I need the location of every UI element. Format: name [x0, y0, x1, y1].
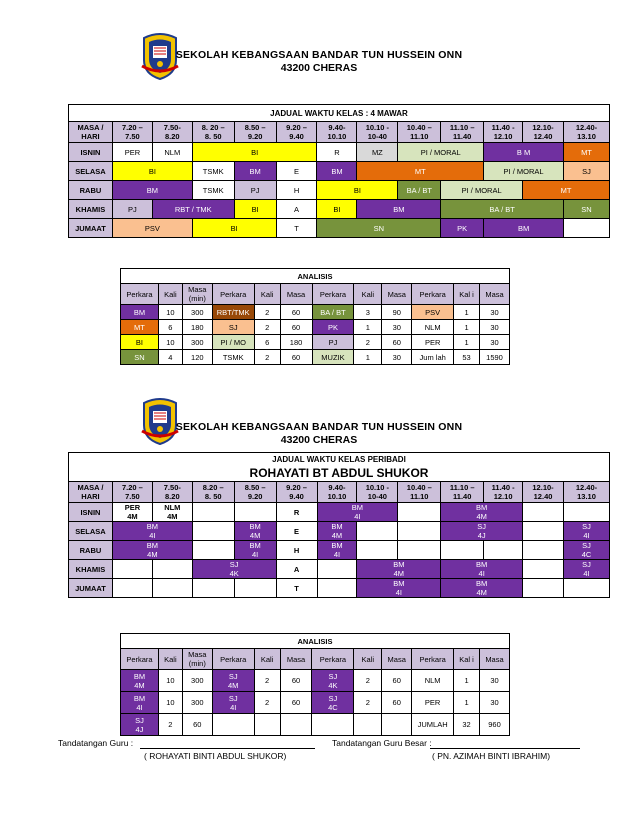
- subject-cell: PJ: [312, 335, 354, 350]
- day-label: ISNIN: [69, 143, 113, 162]
- subject-cell: PSV: [412, 305, 454, 320]
- analysis-header: Kali: [254, 284, 280, 305]
- col-header: 12.10- 12.40: [523, 482, 564, 503]
- teacher-signature-label: Tandatangan Guru :: [58, 738, 134, 748]
- count-cell: 6: [254, 335, 280, 350]
- slot: BI: [192, 219, 276, 238]
- analysis-header: Perkara: [121, 649, 159, 670]
- subject-cell: SJ 4J: [121, 714, 159, 736]
- analysis-header: Kali: [158, 649, 182, 670]
- count-cell: 2: [158, 714, 182, 736]
- count-cell: 2: [254, 320, 280, 335]
- count-cell: 2: [254, 350, 280, 365]
- slot-empty: [192, 579, 234, 598]
- slot-empty: [398, 522, 441, 541]
- col-header: 12.40- 13.10: [563, 122, 609, 143]
- subject-cell: MT: [121, 320, 159, 335]
- count-cell: 2: [254, 305, 280, 320]
- minutes-cell: 60: [182, 714, 212, 736]
- slot: T: [276, 219, 317, 238]
- subject-cell: BM 4M: [121, 670, 159, 692]
- teacher-signature-line: [140, 748, 315, 749]
- analysis-header: Kali: [254, 649, 280, 670]
- minutes-cell: 30: [382, 350, 412, 365]
- analysis-header: Kal i: [454, 649, 480, 670]
- day-label: KHAMIS: [69, 200, 113, 219]
- minutes-cell: 60: [280, 305, 312, 320]
- slot: SN: [563, 200, 609, 219]
- col-header: 11.10 – 11.40: [441, 482, 484, 503]
- slot-empty: [357, 541, 398, 560]
- class-timetable: [68, 104, 610, 238]
- slot: TSMK: [192, 162, 234, 181]
- slot: MT: [563, 143, 609, 162]
- subject-cell: BM: [121, 305, 159, 320]
- slot: BM 4I: [317, 503, 398, 522]
- slot-empty: [523, 541, 564, 560]
- subject-cell: BM 4I: [121, 692, 159, 714]
- subject-cell: PI / MO: [212, 335, 254, 350]
- col-header: 9.20 – 9.40: [276, 122, 317, 143]
- subject-cell: TSMK: [212, 350, 254, 365]
- slot: H: [276, 181, 317, 200]
- count-cell: 1: [454, 335, 480, 350]
- slot-empty: [234, 503, 276, 522]
- subject-cell: SJ 4C: [312, 692, 354, 714]
- total-minutes: 960: [479, 714, 509, 736]
- analysis-header: Masa: [382, 649, 412, 670]
- slot: BM: [317, 162, 357, 181]
- col-header: 10.40 – 11.10: [398, 122, 441, 143]
- row-isnin: [69, 143, 610, 162]
- col-header: 11.40 - 12.10: [484, 122, 523, 143]
- minutes-cell-empty: [382, 714, 412, 736]
- count-cell: 3: [354, 305, 382, 320]
- count-cell: 1: [454, 692, 480, 714]
- minutes-cell: 60: [382, 670, 412, 692]
- analysis-header: Kali: [158, 284, 182, 305]
- col-header: 11.40 - 12.10: [484, 482, 523, 503]
- slot: SJ 4J: [441, 522, 523, 541]
- day-label: RABU: [69, 181, 113, 200]
- analysis-row: [121, 714, 510, 736]
- slot: RBT / TMK: [152, 200, 234, 219]
- slot-empty: [564, 579, 610, 598]
- slot-empty: [357, 522, 398, 541]
- col-header: 8. 20 – 8. 50: [192, 122, 234, 143]
- total-label: JUMLAH: [412, 714, 454, 736]
- slot: BI: [317, 200, 357, 219]
- slot: A: [276, 560, 317, 579]
- analysis-header: Masa: [280, 649, 312, 670]
- slot: H: [276, 541, 317, 560]
- slot: BA / BT: [441, 200, 564, 219]
- col-header: 8.50 – 9.20: [234, 482, 276, 503]
- col-header: 10.40 – 11.10: [398, 482, 441, 503]
- slot: NLM 4M: [152, 503, 192, 522]
- slot: SJ 4I: [564, 522, 610, 541]
- minutes-cell: 300: [182, 335, 212, 350]
- header-row: [69, 482, 610, 503]
- col-header: 12.40- 13.10: [564, 482, 610, 503]
- slot: BI: [112, 162, 192, 181]
- col-header: MASA / HARI: [69, 482, 113, 503]
- slot-empty: [523, 579, 564, 598]
- headmaster-signature-label: Tandatangan Guru Besar :: [332, 738, 432, 748]
- analysis-header: Masa (min): [182, 284, 212, 305]
- count-cell: 10: [158, 692, 182, 714]
- col-header: 7.20 – 7.50: [112, 482, 152, 503]
- slot: BI: [192, 143, 317, 162]
- subject-cell: NLM: [412, 670, 454, 692]
- analysis-header: Perkara: [212, 649, 254, 670]
- minutes-cell: 30: [479, 670, 509, 692]
- analysis-row: [121, 305, 510, 320]
- slot: SJ 4I: [564, 560, 610, 579]
- analysis-header-row: [121, 284, 510, 305]
- count-cell: 1: [454, 305, 480, 320]
- subject-cell: PK: [312, 320, 354, 335]
- slot-empty: [441, 541, 484, 560]
- slot: PER 4M: [112, 503, 152, 522]
- slot: BM 4M: [357, 560, 441, 579]
- slot-empty: [317, 560, 357, 579]
- analysis-header-row: [121, 649, 510, 670]
- count-cell: 1: [454, 670, 480, 692]
- subject-cell-empty: [212, 714, 254, 736]
- slot: NLM: [152, 143, 192, 162]
- count-cell: 6: [158, 320, 182, 335]
- analysis-header: Kal i: [454, 284, 480, 305]
- col-header: 7.50- 8.20: [152, 482, 192, 503]
- minutes-cell: 60: [280, 320, 312, 335]
- slot: BM 4I: [441, 560, 523, 579]
- minutes-cell: 60: [280, 692, 312, 714]
- slot-empty: [484, 541, 523, 560]
- subject-cell: BA / BT: [312, 305, 354, 320]
- col-header: 9.40- 10.10: [317, 482, 357, 503]
- slot: SJ 4K: [192, 560, 276, 579]
- slot: PI / MORAL: [441, 181, 523, 200]
- slot: MT: [523, 181, 610, 200]
- minutes-cell: 60: [382, 335, 412, 350]
- slot: BM 4M: [112, 541, 192, 560]
- slot: R: [276, 503, 317, 522]
- row-isnin: [69, 503, 610, 522]
- count-cell: 2: [354, 670, 382, 692]
- day-label: JUMAAT: [69, 219, 113, 238]
- col-header: 7.20 – 7.50: [112, 122, 152, 143]
- school-name: SEKOLAH KEBANGSAAN BANDAR TUN HUSSEIN ONN: [175, 49, 463, 61]
- slot: BM 4M: [441, 579, 523, 598]
- slot: PI / MORAL: [484, 162, 564, 181]
- count-cell: 4: [158, 350, 182, 365]
- col-header: 9.40- 10.10: [317, 122, 357, 143]
- slot: SN: [317, 219, 441, 238]
- slot: BM: [112, 181, 192, 200]
- subject-cell: RBT/TMK: [212, 305, 254, 320]
- teacher-name-label: ( ROHAYATI BINTI ABDUL SHUKOR): [144, 751, 287, 761]
- slot: BM 4I: [234, 541, 276, 560]
- slot: SJ 4C: [564, 541, 610, 560]
- subject-cell: MUZIK: [312, 350, 354, 365]
- analysis-header: Perkara: [312, 649, 354, 670]
- minutes-cell: 300: [182, 670, 212, 692]
- subject-cell: NLM: [412, 320, 454, 335]
- slot-empty: [564, 503, 610, 522]
- row-selasa: [69, 522, 610, 541]
- minutes-cell: 300: [182, 305, 212, 320]
- analysis-header: Masa (min): [182, 649, 212, 670]
- school-name: SEKOLAH KEBANGSAAN BANDAR TUN HUSSEIN ONN: [175, 421, 463, 433]
- analysis-row: [121, 335, 510, 350]
- slot: BA / BT: [398, 181, 441, 200]
- analysis-header: Masa: [480, 284, 510, 305]
- slot-empty: [563, 219, 609, 238]
- count-cell: 2: [354, 335, 382, 350]
- day-label: JUMAAT: [69, 579, 113, 598]
- slot: PSV: [112, 219, 192, 238]
- headmaster-signature-line: [430, 748, 580, 749]
- subject-cell: SJ 4M: [212, 670, 254, 692]
- analysis-header: Masa: [479, 649, 509, 670]
- school-header-2: [0, 421, 638, 447]
- minutes-cell: 30: [480, 335, 510, 350]
- subject-cell: BI: [121, 335, 159, 350]
- count-cell: 1: [454, 320, 480, 335]
- col-header: 11.10 – 11.40: [441, 122, 484, 143]
- slot-empty: [523, 522, 564, 541]
- minutes-cell: 120: [182, 350, 212, 365]
- minutes-cell: 30: [382, 320, 412, 335]
- analysis-header: Masa: [382, 284, 412, 305]
- total-label: Jum lah: [412, 350, 454, 365]
- row-khamis: [69, 560, 610, 579]
- personal-timetable: [68, 452, 610, 598]
- col-header: 9.20 – 9.40: [276, 482, 317, 503]
- slot: E: [276, 522, 317, 541]
- total-minutes: 1590: [480, 350, 510, 365]
- subject-cell-empty: [312, 714, 354, 736]
- col-header: 8.20 – 8. 50: [192, 482, 234, 503]
- slot: PER: [112, 143, 152, 162]
- minutes-cell: 60: [382, 692, 412, 714]
- count-cell: 2: [254, 692, 280, 714]
- analysis-row: [121, 692, 510, 714]
- timetable-title: JADUAL WAKTU KELAS : 4 MAWAR: [69, 105, 610, 122]
- slot: BM 4I: [317, 541, 357, 560]
- slot-empty: [234, 579, 276, 598]
- analysis-header: Kali: [354, 649, 382, 670]
- count-cell-empty: [354, 714, 382, 736]
- slot: R: [317, 143, 357, 162]
- minutes-cell-empty: [280, 714, 312, 736]
- minutes-cell: 180: [280, 335, 312, 350]
- subject-cell: SJ: [212, 320, 254, 335]
- analysis-header: Perkara: [412, 284, 454, 305]
- col-header: 10.10 - 10-40: [357, 482, 398, 503]
- slot-empty: [192, 541, 234, 560]
- analysis-title: ANALISIS: [121, 634, 510, 649]
- slot-empty: [152, 560, 192, 579]
- minutes-cell: 30: [479, 692, 509, 714]
- slot-empty: [152, 579, 192, 598]
- teacher-name: ROHAYATI BT ABDUL SHUKOR: [249, 466, 429, 480]
- slot: BM 4I: [112, 522, 192, 541]
- analysis-header: Perkara: [212, 284, 254, 305]
- row-rabu: [69, 181, 610, 200]
- analysis-row: [121, 320, 510, 335]
- minutes-cell: 180: [182, 320, 212, 335]
- slot-empty: [317, 579, 357, 598]
- slot-empty: [112, 579, 152, 598]
- row-jumaat: [69, 219, 610, 238]
- slot: BM 4M: [441, 503, 523, 522]
- timetable-title-block: [69, 453, 610, 482]
- slot: BM: [234, 162, 276, 181]
- subject-cell: SJ 4K: [312, 670, 354, 692]
- analysis-table-2: [120, 633, 510, 736]
- count-cell: 10: [158, 335, 182, 350]
- slot: B M: [484, 143, 564, 162]
- slot: BI: [317, 181, 398, 200]
- day-label: SELASA: [69, 522, 113, 541]
- count-cell: 2: [254, 670, 280, 692]
- col-header: 12.10- 12.40: [523, 122, 564, 143]
- day-label: KHAMIS: [69, 560, 113, 579]
- analysis-title: ANALISIS: [121, 269, 510, 284]
- minutes-cell: 90: [382, 305, 412, 320]
- subject-cell: SJ 4I: [212, 692, 254, 714]
- timetable-title: JADUAL WAKTU KELAS PERIBADI: [272, 455, 406, 464]
- analysis-table-1: [120, 268, 510, 365]
- analysis-header: Perkara: [121, 284, 159, 305]
- analysis-header: Perkara: [412, 649, 454, 670]
- row-rabu: [69, 541, 610, 560]
- count-cell: 1: [354, 320, 382, 335]
- day-label: RABU: [69, 541, 113, 560]
- header-row: [69, 122, 610, 143]
- slot: BM: [357, 200, 441, 219]
- total-count: 53: [454, 350, 480, 365]
- slot: MZ: [357, 143, 398, 162]
- slot-empty: [112, 560, 152, 579]
- analysis-row: [121, 350, 510, 365]
- col-header: 7.50- 8.20: [152, 122, 192, 143]
- slot: TSMK: [192, 181, 234, 200]
- day-label: SELASA: [69, 162, 113, 181]
- slot: A: [276, 200, 317, 219]
- analysis-row: [121, 670, 510, 692]
- slot: PK: [441, 219, 484, 238]
- slot: MT: [357, 162, 484, 181]
- row-khamis: [69, 200, 610, 219]
- subject-cell: PER: [412, 692, 454, 714]
- slot: E: [276, 162, 317, 181]
- slot: BM 4M: [317, 522, 357, 541]
- row-jumaat: [69, 579, 610, 598]
- slot: BI: [234, 200, 276, 219]
- slot-empty: [192, 522, 234, 541]
- count-cell: 10: [158, 305, 182, 320]
- slot: PJ: [234, 181, 276, 200]
- analysis-header: Perkara: [312, 284, 354, 305]
- minutes-cell: 60: [280, 350, 312, 365]
- slot-empty: [398, 503, 441, 522]
- col-header: 8.50 – 9.20: [234, 122, 276, 143]
- analysis-header: Kali: [354, 284, 382, 305]
- count-cell: 10: [158, 670, 182, 692]
- minutes-cell: 300: [182, 692, 212, 714]
- slot: SJ: [563, 162, 609, 181]
- count-cell: 2: [354, 692, 382, 714]
- slot-empty: [523, 503, 564, 522]
- minutes-cell: 30: [480, 320, 510, 335]
- school-postcode: 43200 CHERAS: [280, 434, 358, 446]
- slot: BM 4M: [234, 522, 276, 541]
- school-postcode: 43200 CHERAS: [280, 62, 358, 74]
- subject-cell: PER: [412, 335, 454, 350]
- total-count: 32: [454, 714, 480, 736]
- slot-empty: [523, 560, 564, 579]
- slot: T: [276, 579, 317, 598]
- subject-cell: SN: [121, 350, 159, 365]
- day-label: ISNIN: [69, 503, 113, 522]
- count-cell: 1: [354, 350, 382, 365]
- analysis-header: Masa: [280, 284, 312, 305]
- col-header: MASA / HARI: [69, 122, 113, 143]
- headmaster-name-label: ( PN. AZIMAH BINTI IBRAHIM): [432, 751, 551, 761]
- minutes-cell: 60: [280, 670, 312, 692]
- slot: BM: [484, 219, 564, 238]
- school-header-1: [0, 49, 638, 75]
- col-header: 10.10 - 10-40: [357, 122, 398, 143]
- slot-empty: [192, 503, 234, 522]
- count-cell-empty: [254, 714, 280, 736]
- row-selasa: [69, 162, 610, 181]
- slot: PJ: [112, 200, 152, 219]
- minutes-cell: 30: [480, 305, 510, 320]
- slot-empty: [398, 541, 441, 560]
- slot: PI / MORAL: [398, 143, 484, 162]
- slot: BM 4I: [357, 579, 441, 598]
